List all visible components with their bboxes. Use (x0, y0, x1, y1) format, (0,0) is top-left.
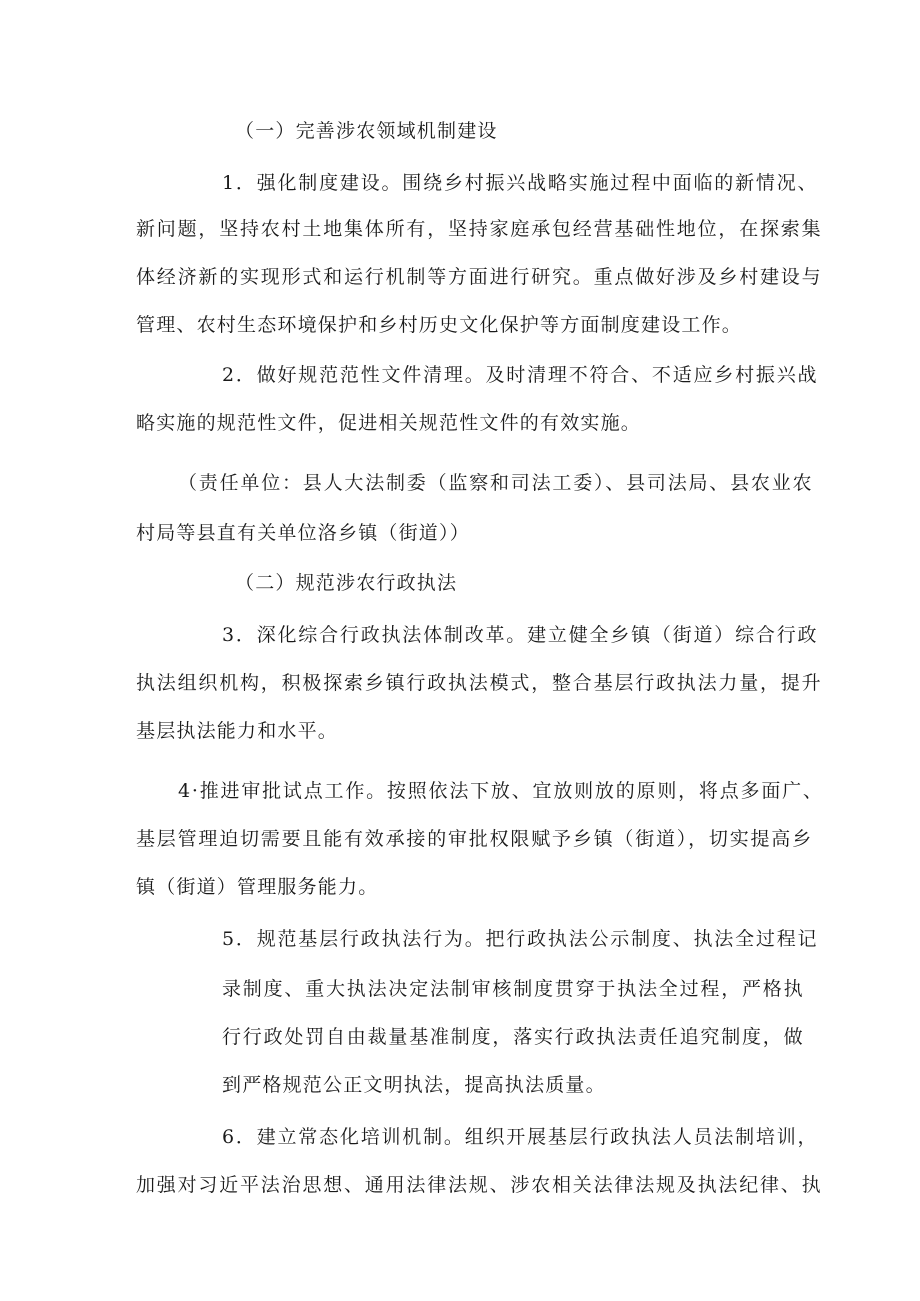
paragraph-line: 3．深化综合行政执法体制改革。建立健全乡镇（街道）综合行政 (222, 624, 819, 646)
paragraph-line: 执法组织机构，积极探索乡镇行政执法模式，整合基层行政执法力量，提升 (136, 672, 823, 694)
section-heading-1: （一）完善涉农领域机制建设 (235, 120, 498, 142)
paragraph-line: 2．做好规范范性文件清理。及时清理不符合、不适应乡村振兴战 (222, 364, 819, 386)
paragraph-line: 到严格规范公正文明执法，提高执法质量。 (222, 1074, 606, 1096)
paragraph-line: 录制度、重大执法决定法制审核制度贯穿于执法全过程，严格执 (222, 978, 805, 1000)
paragraph-line: 6．建立常态化培训机制。组织开展基层行政执法人员法制培训， (222, 1126, 819, 1148)
paragraph-line: 体经济新的实现形式和运行机制等方面进行研究。重点做好涉及乡村建设与 (136, 266, 823, 288)
paragraph-line: 管理、农村生态环境保护和乡村历史文化保护等方面制度建设工作。 (136, 314, 743, 336)
paragraph-line: 1．强化制度建设。围绕乡村振兴战略实施过程中面临的新情况、 (222, 172, 819, 194)
section-heading-2: （二）规范涉农行政执法 (235, 572, 458, 594)
paragraph-line: 镇（街道）管理服务能力。 (136, 876, 379, 898)
paragraph-line: 4·推进审批试点工作。按照依法下放、宜放则放的原则，将点多面广、 (178, 780, 824, 802)
responsibility-line: 村局等县直有关单位洛乡镇（街道）） (136, 522, 470, 544)
paragraph-line: 基层管理迫切需要且能有效承接的审批权限赋予乡镇（街道），切实提高乡 (136, 828, 813, 850)
paragraph-line: 行行政处罚自由裁量基准制度，落实行政执法责任追究制度，做 (222, 1026, 805, 1048)
paragraph-line: 略实施的规范性文件，促进相关规范性文件的有效实施。 (136, 412, 642, 434)
paragraph-line: 新问题，坚持农村土地集体所有，坚持家庭承包经营基础性地位，在探索集 (136, 218, 823, 240)
paragraph-line: 5．规范基层行政执法行为。把行政执法公示制度、执法全过程记 (222, 928, 819, 950)
paragraph-line: 基层执法能力和水平。 (136, 720, 339, 742)
paragraph-line: 加强对习近平法治思想、通用法律法规、涉农相关法律法规及执法纪律、执 (136, 1174, 823, 1196)
responsibility-line: （责任单位：县人大法制委（监察和司法工委）、县司法局、县农业农 (178, 472, 814, 494)
